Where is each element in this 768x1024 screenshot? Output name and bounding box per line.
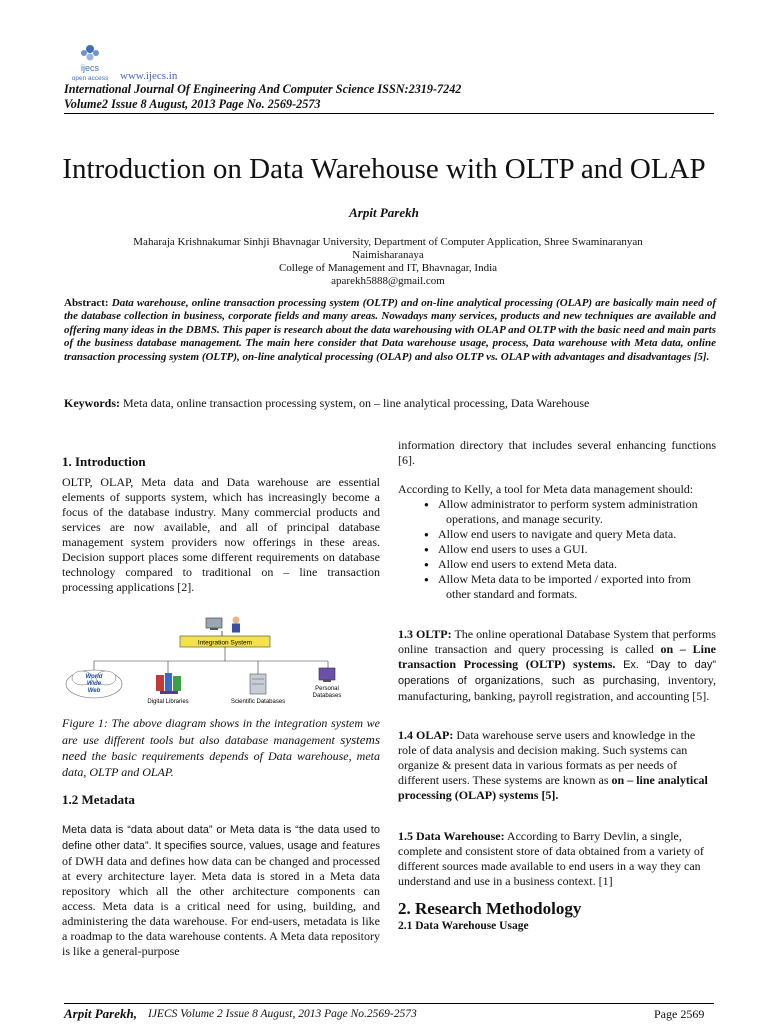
logo-text: ijecs xyxy=(80,63,100,73)
footer-citation: IJECS Volume 2 Issue 8 August, 2013 Page No.2569-2573 xyxy=(148,1008,417,1020)
site-url-link[interactable]: www.ijecs.in xyxy=(120,70,178,82)
continued-paragraph: information directory that includes several enhancing functions [6]. xyxy=(398,438,716,467)
metadata-body: features of DWH data and defines how data can be changed and processed at every architecture layer. Meta data is stored in a Meta data repository which all the other architecture components can access. Meta data is a critical need for using, building, and administering the data warehouse. For end-users, metadata is like a roadmap to the data warehouse contents. A Meta data repository is like a general-purpose xyxy=(62,838,381,958)
keywords xyxy=(64,396,716,411)
figure-caption xyxy=(62,716,380,780)
books-icon xyxy=(156,673,181,694)
oltp-paragraph xyxy=(398,627,716,704)
logo-subtext: open access xyxy=(71,75,109,82)
www-label-3: Web xyxy=(87,688,101,694)
journal-logo xyxy=(64,40,116,84)
data-warehouse-paragraph xyxy=(398,829,716,889)
oltp-text-2: inventory, manufacturing, banking, payroll registration, and accounting [5]. xyxy=(398,673,716,703)
affiliation-line-2: College of Management and IT, Bhavnagar, India xyxy=(278,262,498,274)
volume-info: Volume2 Issue 8 August, 2013 Page No. 2569-2573 xyxy=(64,97,321,111)
header-divider xyxy=(64,113,714,114)
introduction-paragraph: OLTP, OLAP, Meta data and Data warehouse are essential elements of supports system, which has increasingly become a focus of the database industry. Many commercial products and services are now available, and all of principal database management system providers now offerings in these areas. Decision support places some different requirements on database technology compared to traditional on – line transaction processing applications [2]. xyxy=(62,475,380,594)
metadata-definition: Meta data is “data about data” or Meta data is “the data used to define other data”. It specifies source, values, usage and xyxy=(62,824,380,852)
list-item: ● Allow end users to uses a GUI. xyxy=(398,542,716,557)
journal-name: International Journal Of Engineering And Computer Science ISSN:2319-7242 xyxy=(64,82,462,96)
oltp-text-1: The online operational Database System that performs online transaction and query processing is called xyxy=(398,627,716,656)
abstract xyxy=(64,297,716,364)
metadata-tool-list xyxy=(398,497,716,602)
caption-part-3: the basic requirements depends of Data warehouse, meta data, OLTP and OLAP. xyxy=(62,749,380,779)
list-item: ● Allow Meta data to be imported / exported into from other standard and formats. xyxy=(398,572,716,602)
www-label-2: Wide xyxy=(86,681,102,687)
paper-title: Introduction on Data Warehouse with OLTP and OLAP xyxy=(62,153,706,185)
author-email: aparekh5888@gmail.com xyxy=(331,275,445,287)
introduction-heading: 1. Introduction xyxy=(62,454,146,469)
database-server-icon xyxy=(250,674,266,694)
www-label-1: World xyxy=(85,674,103,680)
integration-system-label: Integration System xyxy=(197,639,253,647)
affiliation-line-1: Maharaja Krishnakumar Sinhji Bhavnagar University, Department of Computer Application, Shree Swaminaranyan Naimisharanaya xyxy=(133,236,643,261)
list-item: ● Allow end users to extend Meta data. xyxy=(398,557,716,572)
author-affiliation xyxy=(100,236,676,288)
usage-subheading: 2.1 Data Warehouse Usage xyxy=(398,920,529,932)
digital-libraries-label: Digital Libraries xyxy=(147,699,189,705)
scientific-databases-label: Scientific Databases xyxy=(230,699,286,705)
metadata-paragraph xyxy=(62,822,380,959)
olap-text: Data warehouse serve users and knowledge in the role of data analysis and decision making. Such systems can organize & present data in various formats as per needs of different users. These systems are known as xyxy=(398,728,696,787)
footer-divider xyxy=(64,1003,714,1004)
caption-part-2: systems need xyxy=(62,731,380,763)
keywords-label: Keywords: xyxy=(64,396,120,410)
page-number: Page 2569 xyxy=(654,1007,705,1021)
logo-circles-icon xyxy=(81,45,99,61)
oltp-example: Ex. “Day to day” operations of organizations, such as purchasing, xyxy=(398,659,716,687)
abstract-label: Abstract: xyxy=(64,297,109,309)
personal-label-1: Personal xyxy=(315,686,339,692)
data-warehouse-label: 1.5 Data Warehouse: xyxy=(398,829,505,843)
research-methodology-heading: 2. Research Methodology xyxy=(398,899,582,918)
integration-system-figure xyxy=(64,614,380,714)
author-name: Arpit Parekh xyxy=(349,205,419,220)
kelly-intro: According to Kelly, a tool for Meta data management should: xyxy=(398,482,694,496)
keywords-text: Meta data, online transaction processing system, on – line analytical processing, Data Warehouse xyxy=(123,396,590,410)
list-item: ● Allow administrator to perform system administration operations, and manage security. xyxy=(398,497,716,527)
footer-author: Arpit Parekh, xyxy=(64,1006,137,1021)
data-warehouse-text: According to Barry Devlin, a single, complete and consistent store of data obtained from a variety of different sources made available to end users in a way they can understand and use in a business context. [1] xyxy=(398,829,704,888)
computer-user-icon xyxy=(206,617,240,633)
metadata-heading: 1.2 Metadata xyxy=(62,792,135,807)
oltp-bold: on – Line transaction Processing (OLTP) systems. xyxy=(398,642,717,671)
olap-label: 1.4 OLAP: xyxy=(398,728,454,742)
oltp-label: 1.3 OLTP: xyxy=(398,627,452,641)
olap-bold: on – line analytical processing (OLAP) systems [5]. xyxy=(398,773,708,802)
abstract-text: Data warehouse, online transaction processing system (OLTP) and on-line analytical processing (OLAP) are basically main need of the database collection in business, corporate fields and many areas. Nowadays many services, products and new techniques are available and offering many ideas in the DBMS. This paper is research about the data warehousing with OLAP and OLTP with the basic need and main parts of the business database management. The main here consider that Data warehouse usage, process, Data warehouse with Meta data, online transaction processing system (OLTP), on-line analytical processing (OLAP) and also OLTP vs. OLAP with advantages and disadvantages [5]. xyxy=(64,297,716,363)
olap-paragraph xyxy=(398,728,716,803)
caption-part-1: Figure 1: The above diagram shows in the integration system we are use different tools but also database management xyxy=(62,716,380,747)
personal-label-2: Databases xyxy=(312,693,342,699)
personal-computer-icon xyxy=(319,668,335,682)
list-item: ● Allow end users to navigate and query Meta data. xyxy=(398,527,716,542)
